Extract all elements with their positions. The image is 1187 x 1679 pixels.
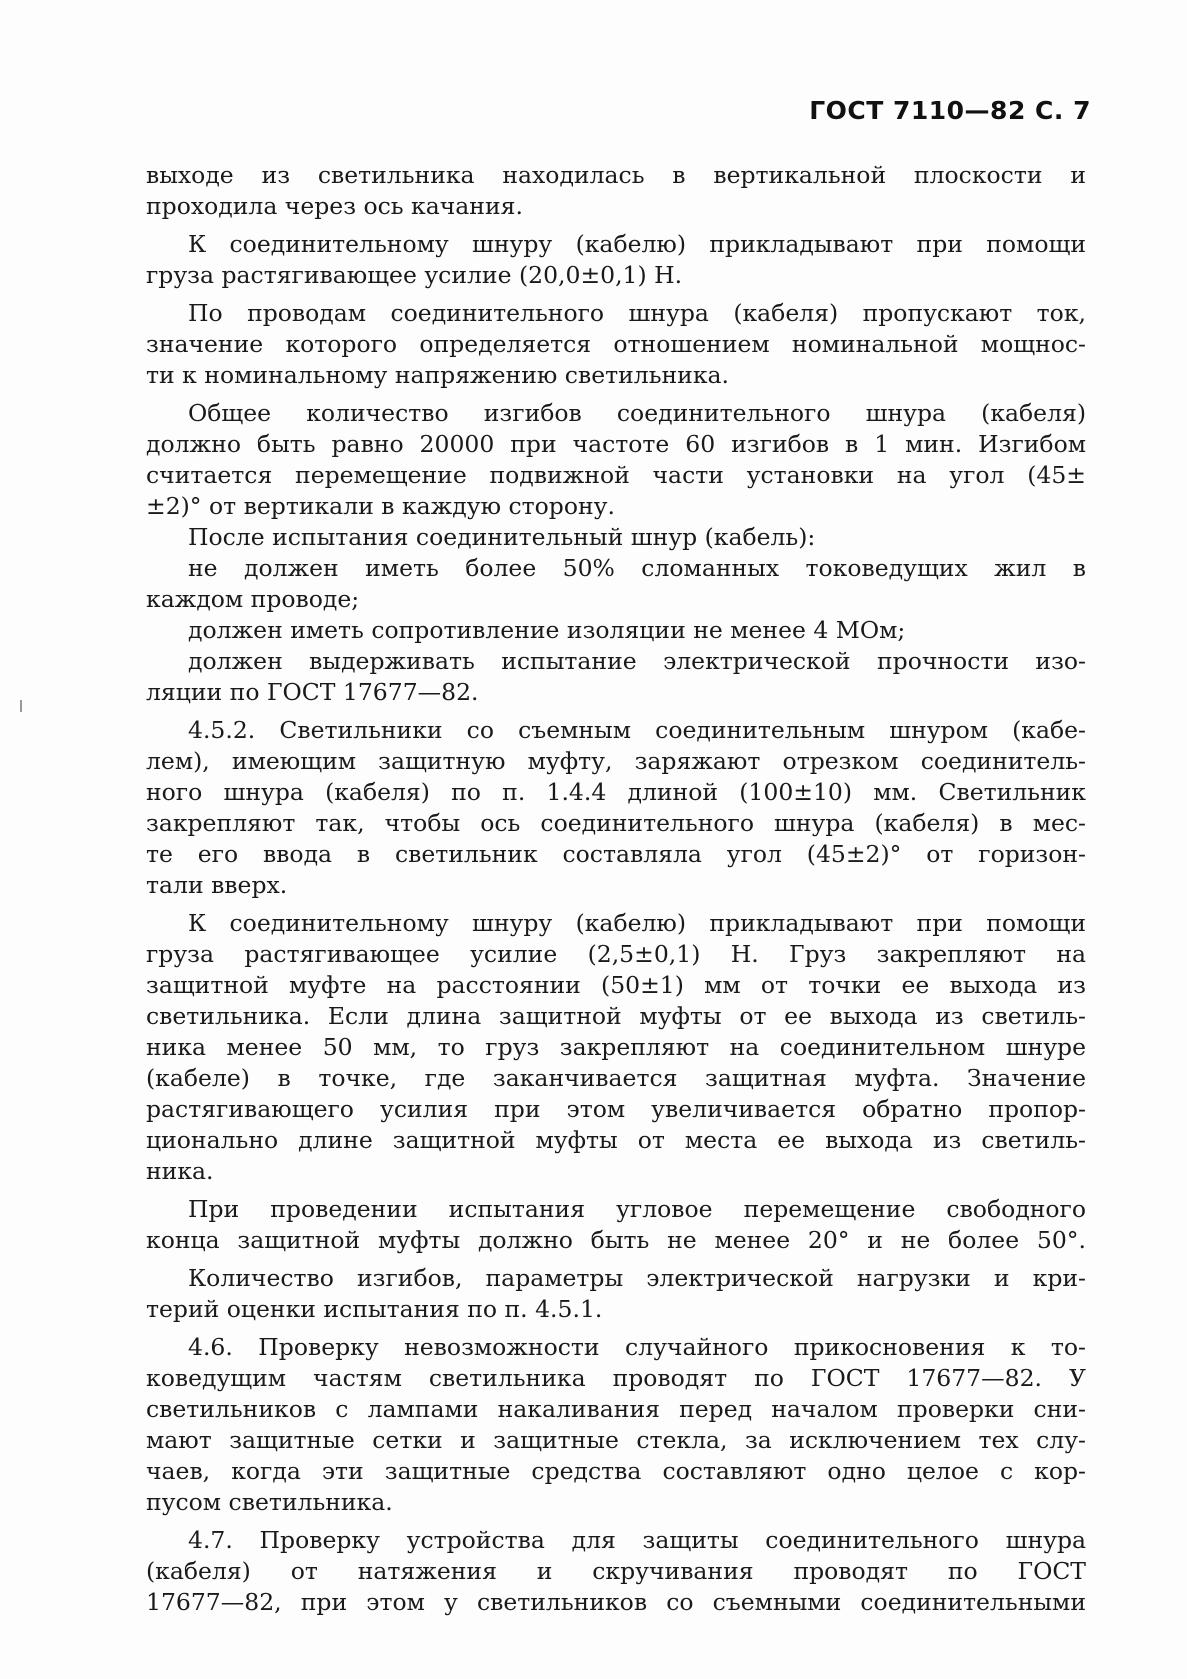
text-line: не должен иметь более 50% сломанных токоведущих жил в (188, 554, 1086, 582)
text-line: (кабеля) от натяжения и скручивания проводят по ГОСТ (146, 1557, 1086, 1585)
text-line: груза растягивающее усилие (20,0±0,1) Н. (146, 261, 683, 289)
page-header: ГОСТ 7110—82 С. 7 (809, 96, 1091, 125)
text-line: значение которого определяется отношением номинальной мощнос- (146, 330, 1086, 358)
text-line: должно быть равно 20000 при частоте 60 изгибов в 1 мин. Изгибом (146, 430, 1086, 458)
text-line: Количество изгибов, параметры электрической нагрузки и кри- (188, 1264, 1086, 1292)
text-line: После испытания соединительный шнур (кабель): (188, 523, 816, 551)
text-line: светильника. Если длина защитной муфты от ее выхода из светиль- (146, 1002, 1086, 1030)
text-line: ника менее 50 мм, то груз закрепляют на соединительном шнуре (146, 1033, 1086, 1061)
text-line: 17677—82, при этом у светильников со съемными соединительными (146, 1588, 1086, 1616)
text-line: 4.7. Проверку устройства для защиты соединительного шнура (188, 1526, 1086, 1554)
text-line: ляции по ГОСТ 17677—82. (146, 678, 479, 706)
text-line: Общее количество изгибов соединительного шнура (кабеля) (188, 399, 1086, 427)
text-line: К соединительному шнуру (кабелю) прикладывают при помощи (188, 909, 1086, 937)
text-line: конца защитной муфты должно быть не менее 20° и не более 50°. (146, 1226, 1086, 1254)
text-line: терий оценки испытания по п. 4.5.1. (146, 1295, 603, 1323)
text-line: должен иметь сопротивление изоляции не менее 4 МОм; (188, 616, 906, 644)
text-line: растягивающего усилия при этом увеличивается обратно пропор- (146, 1095, 1086, 1123)
text-line: груза растягивающее усилие (2,5±0,1) Н. Груз закрепляют на (146, 940, 1086, 968)
text-line: мают защитные сетки и защитные стекла, за исключением тех слу- (146, 1426, 1086, 1454)
text-line: защитной муфте на расстоянии (50±1) мм от точки ее выхода из (146, 971, 1086, 999)
text-line: ного шнура (кабеля) по п. 1.4.4 длиной (100±10) мм. Светильник (146, 778, 1086, 806)
margin-mark (20, 700, 22, 712)
text-line: К соединительному шнуру (кабелю) прикладывают при помощи (188, 230, 1086, 258)
text-line: ти к номинальному напряжению светильника. (146, 361, 729, 389)
text-line: светильников с лампами накаливания перед началом проверки сни- (146, 1395, 1086, 1423)
text-line: каждом проводе; (146, 585, 360, 613)
text-line: считается перемещение подвижной части установки на угол (45± (146, 461, 1086, 489)
text-line: 4.6. Проверку невозможности случайного прикосновения к то- (188, 1333, 1086, 1361)
text-line: (кабеле) в точке, где заканчивается защитная муфта. Значение (146, 1064, 1086, 1092)
text-line: По проводам соединительного шнура (кабеля) пропускают ток, (188, 299, 1086, 327)
text-line: лем), имеющим защитную муфту, заряжают отрезком соединитель- (146, 747, 1086, 775)
text-line: те его ввода в светильник составляла угол (45±2)° от горизон- (146, 840, 1086, 868)
text-line: 4.5.2. Светильники со съемным соединительным шнуром (кабе- (188, 716, 1086, 744)
text-line: выходе из светильника находилась в вертикальной плоскости и (146, 161, 1086, 189)
text-line: тали вверх. (146, 871, 288, 899)
text-line: должен выдерживать испытание электрической прочности изо- (188, 647, 1086, 675)
body-text (146, 160, 1086, 1618)
text-line: ционально длине защитной муфты от места ее выхода из светиль- (146, 1126, 1086, 1154)
text-line: чаев, когда эти защитные средства составляют одно целое с кор- (146, 1457, 1086, 1485)
text-line: ±2)° от вертикали в каждую сторону. (146, 492, 615, 520)
text-line: проходила через ось качания. (146, 192, 523, 220)
text-line: пусом светильника. (146, 1488, 393, 1516)
text-line: коведущим частям светильника проводят по ГОСТ 17677—82. У (146, 1364, 1086, 1392)
text-line: При проведении испытания угловое перемещение свободного (188, 1195, 1086, 1223)
text-line: закрепляют так, чтобы ось соединительного шнура (кабеля) в мес- (146, 809, 1086, 837)
text-line: ника. (146, 1157, 214, 1185)
